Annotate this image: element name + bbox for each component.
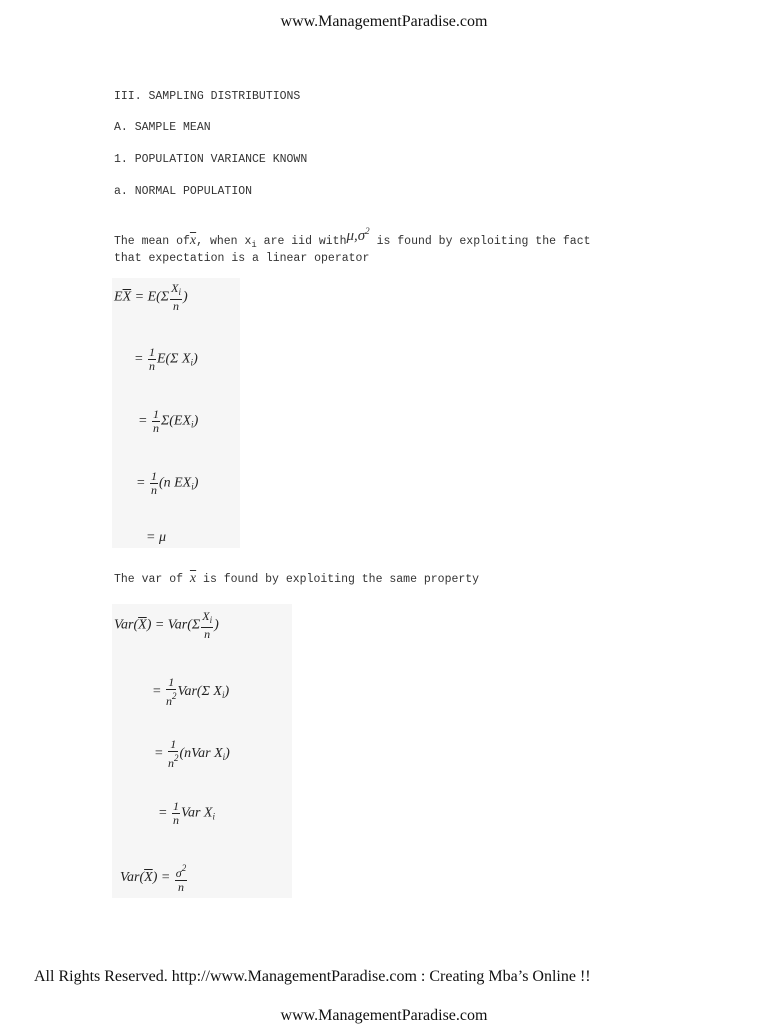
mu-sigma-symbol <box>346 228 369 244</box>
fraction <box>175 862 187 894</box>
mean-eq-line-3 <box>138 408 198 435</box>
eq-text: Var X <box>180 805 213 821</box>
fraction <box>201 610 213 641</box>
eq-text: ) <box>214 617 219 633</box>
mean-eq-line-2 <box>134 346 198 373</box>
eq-text: (nVar X <box>179 746 223 762</box>
heading-population-variance-known: 1. POPULATION VARIANCE KNOWN <box>114 153 308 166</box>
eq-text: E(Σ X <box>156 351 191 367</box>
fraction-denominator: n <box>173 299 180 313</box>
fraction-numerator: 1 <box>148 345 155 359</box>
subscript: i <box>212 811 215 822</box>
fraction-numerator: 1 <box>166 676 177 690</box>
subscript: i <box>178 287 181 297</box>
text-fragment: is found by exploiting the fact <box>369 235 591 248</box>
eq-text: = <box>154 746 164 762</box>
xbar-symbol: $\overline{x}$ <box>189 233 197 248</box>
subscript: i <box>191 481 194 492</box>
eq-text: ) = <box>152 870 171 886</box>
fraction-numerator: 1 <box>152 407 159 421</box>
xbar-symbol: $\overline{X}$ <box>144 870 153 886</box>
var-eq-line-2 <box>152 676 229 708</box>
var-eq-line-1 <box>114 610 219 641</box>
var-eq-line-4 <box>158 800 215 827</box>
fraction-numerator: 1 <box>168 738 179 752</box>
eq-text: (n EX <box>158 475 192 491</box>
fraction-denominator: n <box>178 880 184 894</box>
eq-text: ) <box>225 746 230 762</box>
eq-text: ) <box>193 475 199 491</box>
eq-text: = <box>138 413 148 429</box>
text-fragment: , when x <box>196 235 252 248</box>
subscript: i <box>190 357 194 368</box>
fraction <box>166 676 177 708</box>
fraction-numerator <box>170 282 182 300</box>
superscript: 2 <box>365 226 370 236</box>
var-derivation-block <box>112 604 292 898</box>
text-fragment: that expectation is a linear operator <box>114 252 370 265</box>
eq-text: ) <box>182 289 188 305</box>
fraction-numerator: 1 <box>150 469 157 483</box>
superscript: 2 <box>171 691 177 701</box>
mean-eq-line-4 <box>136 470 198 497</box>
fraction-denominator: n <box>150 483 157 497</box>
eq-text: X <box>171 281 179 295</box>
xbar-symbol: $\overline{X}$ <box>138 617 147 633</box>
eq-text: ) <box>193 413 199 429</box>
fraction-numerator: 1 <box>172 799 179 813</box>
text-fragment: are iid with <box>256 235 347 248</box>
eq-text: X <box>202 609 210 623</box>
fraction-denominator: n <box>204 627 211 641</box>
eq-text: E <box>114 289 123 305</box>
fraction-denominator <box>168 752 179 770</box>
eq-text: Var( <box>114 617 139 633</box>
subscript: i <box>251 240 257 250</box>
fraction-denominator <box>166 690 177 708</box>
fraction-numerator <box>175 862 187 881</box>
fraction <box>168 738 179 770</box>
eq-text: = <box>134 351 144 367</box>
paragraph-var-intro <box>114 572 479 587</box>
heading-sample-mean: A. SAMPLE MEAN <box>114 121 211 134</box>
text-fragment: The var of <box>114 573 190 586</box>
text-fragment: is found by exploiting the same property <box>196 573 480 586</box>
fraction <box>150 470 158 497</box>
text-fragment: The mean of <box>114 235 190 248</box>
fraction-denominator: n <box>152 421 159 435</box>
eq-text: Var( <box>120 870 145 886</box>
var-eq-line-5 <box>120 862 188 894</box>
eq-text: = <box>158 805 168 821</box>
fraction <box>172 800 180 827</box>
eq-text: Var(Σ X <box>177 684 222 700</box>
subscript: i <box>222 752 226 763</box>
fraction <box>170 282 182 313</box>
fraction-denominator: n <box>148 359 155 373</box>
mean-eq-line-1 <box>114 282 188 313</box>
eq-text: = <box>152 684 162 700</box>
eq-text: σ <box>175 866 182 880</box>
xbar-symbol: $\overline{X}$ <box>122 289 132 305</box>
eq-text: ) = Var(Σ <box>146 617 201 633</box>
fraction-numerator <box>201 610 213 628</box>
eq-text: n <box>165 694 172 708</box>
paragraph-mean-intro <box>114 228 591 266</box>
eq-text: = E(Σ <box>131 289 170 305</box>
eq-text: n <box>167 756 174 770</box>
heading-normal-population: a. NORMAL POPULATION <box>114 185 253 198</box>
fraction <box>148 346 156 373</box>
xbar-symbol: $\overline{x}$ <box>189 571 197 586</box>
subscript: i <box>209 615 213 625</box>
var-eq-line-3 <box>154 738 230 770</box>
subscript: i <box>191 419 194 430</box>
superscript: 2 <box>181 863 187 873</box>
fraction <box>152 408 160 435</box>
site-header-next-page: www.ManagementParadise.com <box>280 1007 488 1024</box>
fraction-denominator: n <box>172 813 179 827</box>
footer-rights: All Rights Reserved. http://www.ManagementParadise.com : Creating Mba’s Online !! <box>34 968 591 985</box>
eq-text: ) <box>193 351 198 367</box>
mean-eq-line-5: = μ <box>146 530 166 545</box>
superscript: 2 <box>173 753 179 763</box>
mean-derivation-block <box>112 278 240 548</box>
heading-sampling-distributions: III. SAMPLING DISTRIBUTIONS <box>114 90 301 103</box>
site-header: www.ManagementParadise.com <box>280 13 488 30</box>
eq-text: Σ(EX <box>160 413 192 429</box>
subscript: i <box>221 690 225 701</box>
mu-sigma-text: μ,σ <box>346 228 366 244</box>
eq-text: = <box>136 475 146 491</box>
eq-text: ) <box>224 684 230 700</box>
